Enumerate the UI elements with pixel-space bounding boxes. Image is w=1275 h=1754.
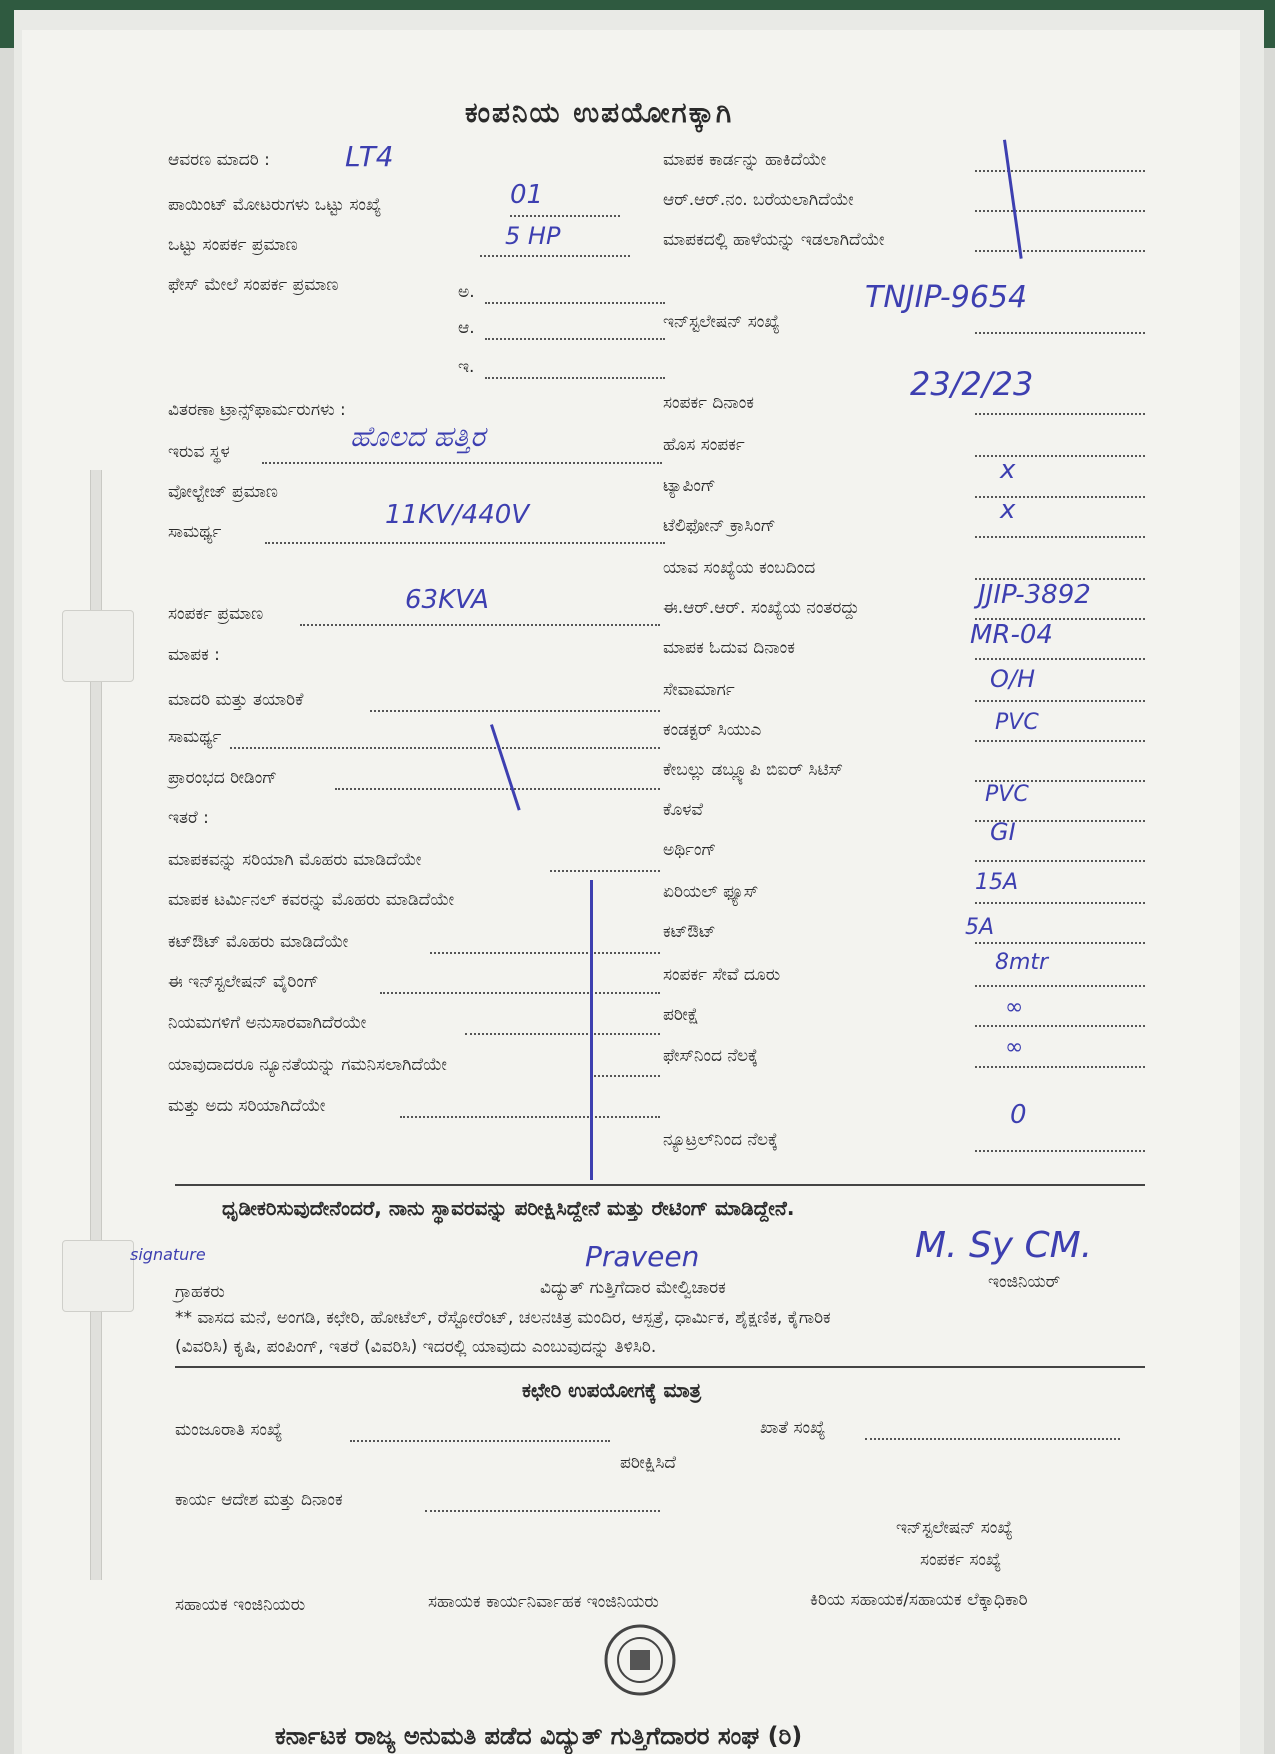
note-line-1: ** ವಾಸದ ಮನೆ, ಅಂಗಡಿ, ಕಛೇರಿ, ಹೋಟೆಲ್, ರೆಸ್ಟೋರೆಂಟ್, ಚಲನಚಿತ್ರ ಮಂದಿರ, ಆಸ್ಪತ್ರೆ, ಧಾರ್ಮಿಕ, ಶೈಕ್ಷಣಿಕ, ಕೈಗಾರಿಕ — [175, 1308, 831, 1328]
field-label: ಸಂಪರ್ಕ ಪ್ರಮಾಣ — [168, 604, 264, 624]
footer-association-name: ಕರ್ನಾಟಕ ರಾಜ್ಯ ಅನುಮತಿ ಪಡೆದ ವಿದ್ಯುತ್ ಗುತ್ತಿಗೆದಾರರ ಸಂಘ (ರಿ) — [275, 1722, 803, 1750]
field-line — [465, 1033, 660, 1035]
field-label: ಆರ್.ಆರ್.ನಂ. ಬರೆಯಲಾಗಿದೆಯೇ — [663, 190, 854, 210]
customer-signature: signature — [130, 1245, 206, 1264]
tested-label: ಪರೀಕ್ಷಿಸಿದೆ — [620, 1453, 677, 1473]
field-label: ಮತ್ತು ಅದು ಸರಿಯಾಗಿದೆಯೇ — [168, 1096, 326, 1116]
field-label: ಫೇಸ್‌ನಿಂದ ನೆಲಕ್ಕೆ — [663, 1046, 758, 1066]
field-label: ಅ. — [458, 282, 475, 302]
field-line — [485, 377, 665, 379]
field-label: ಯಾವುದಾದರೂ ನ್ಯೂನತೆಯನ್ನು ಗಮನಿಸಲಾಗಿದೆಯೇ — [168, 1055, 447, 1075]
divider-line — [175, 1184, 1145, 1186]
divider-line — [175, 1366, 1145, 1368]
field-line — [975, 250, 1145, 252]
field-line — [975, 942, 1145, 944]
engineer-label: ಇಂಜಿನಿಯರ್ — [988, 1272, 1061, 1292]
handwritten-value: 5 HP — [505, 222, 561, 250]
field-line — [975, 1150, 1145, 1152]
connection-no-label: ಸಂಪರ್ಕ ಸಂಖ್ಯೆ — [920, 1550, 1002, 1570]
field-line — [975, 700, 1145, 702]
handwritten-value: ∞ — [1005, 995, 1024, 1020]
field-line — [975, 902, 1145, 904]
field-label: ಒಟ್ಟು ಸಂಪರ್ಕ ಪ್ರಮಾಣ — [168, 235, 298, 255]
field-label: ಕಂಡಕ್ಟರ್ ಸಿಯುಎ — [663, 720, 762, 740]
field-label: ನ್ಯೂಟ್ರಲ್‌ನಿಂದ ನೆಲಕ್ಕೆ — [663, 1130, 778, 1150]
field-label: ಟ್ಯಾಪಿಂಗ್ — [663, 476, 716, 496]
asst-exec-engineer-label: ಸಹಾಯಕ ಕಾರ್ಯನಿರ್ವಾಹಕ ಇಂಜಿನಿಯರು — [428, 1592, 659, 1612]
handwritten-value: 63KVA — [405, 585, 489, 615]
supervisor-label: ವಿದ್ಯುತ್ ಗುತ್ತಿಗೆದಾರ ಮೇಲ್ವಿಚಾರಕ — [540, 1278, 726, 1298]
binder-clip — [52, 470, 140, 1580]
handwritten-value: TNJIP-9654 — [865, 280, 1028, 315]
work-order-label: ಕಾರ್ಯ ಆದೇಶ ಮತ್ತು ದಿನಾಂಕ — [175, 1490, 343, 1510]
supervisor-signature: Praveen — [585, 1240, 700, 1273]
field-line — [975, 740, 1145, 742]
asst-engineer-label: ಸಹಾಯಕ ಇಂಜಿನಿಯರು — [175, 1595, 306, 1615]
field-line — [590, 1075, 660, 1077]
field-label: ಮಾಪಕ ಕಾರ್ಡನ್ನು ಹಾಕಿದೆಯೇ — [663, 150, 827, 170]
field-line — [335, 788, 660, 790]
field-line — [975, 332, 1145, 334]
field-label: ಅರ್ಥಿಂಗ್ — [663, 840, 717, 860]
field-label: ಇನ್‌ಸ್ಟಲೇಷನ್ ಸಂಖ್ಯೆ — [663, 312, 780, 332]
handwritten-value: O/H — [990, 665, 1036, 693]
field-line — [350, 1440, 610, 1442]
field-line — [975, 1066, 1145, 1068]
installation-no-label: ಇನ್‌ಸ್ಟಲೇಷನ್ ಸಂಖ್ಯೆ — [896, 1518, 1013, 1538]
field-label: ಇ. — [458, 357, 475, 377]
field-label: ಮಾಪಕ : — [168, 645, 220, 665]
field-label: ಟೆಲಿಫೋನ್ ಕ್ರಾಸಿಂಗ್ — [663, 516, 776, 536]
field-label: ವೋಲ್ಟೇಜ್ ಪ್ರಮಾಣ — [168, 482, 278, 502]
handwritten-value: ಹೊಲದ ಹತ್ತಿರ — [350, 420, 485, 453]
field-line — [485, 302, 665, 304]
field-label: ವಿತರಣಾ ಟ್ರಾನ್ಸ್‌ಫಾರ್ಮರುಗಳು : — [168, 400, 346, 420]
field-line — [265, 542, 665, 544]
field-label: ಈ.ಆರ್.ಆರ್. ಸಂಖ್ಯೆಯ ನಂತರದ್ದು — [663, 598, 860, 618]
handwritten-value: 15A — [975, 870, 1019, 895]
field-line — [975, 170, 1145, 172]
field-line — [975, 860, 1145, 862]
field-line — [230, 747, 660, 749]
field-line — [370, 710, 660, 712]
field-label: ನಿಯಮಗಳಿಗೆ ಅನುಸಾರವಾಗಿದೆರಯೇ — [168, 1013, 367, 1033]
field-label: ಯಾವ ಸಂಖ್ಯೆಯ ಕಂಬದಿಂದ — [663, 558, 816, 578]
binder-clip-top — [62, 610, 134, 682]
binder-clip-bottom — [62, 1240, 134, 1312]
field-label: ಆವರಣ ಮಾದರಿ : — [168, 150, 270, 170]
field-line — [400, 1116, 660, 1118]
field-label: ಹೊಸ ಸಂಪರ್ಕ — [663, 435, 745, 455]
field-line — [380, 992, 660, 994]
handwritten-value: LT4 — [345, 140, 394, 173]
page-title: ಕಂಪನಿಯ ಉಪಯೋಗಕ್ಕಾಗಿ — [465, 96, 734, 129]
field-label: ಆ. — [458, 318, 475, 338]
field-label: ಮಾಪಕವನ್ನು ಸರಿಯಾಗಿ ಮೊಹರು ಮಾಡಿದೆಯೇ — [168, 850, 422, 870]
engineer-signature: M. Sy CM. — [915, 1225, 1093, 1266]
field-line — [975, 536, 1145, 538]
handwritten-value: x — [1000, 455, 1016, 485]
field-line — [425, 1510, 660, 1512]
field-label: ಪ್ರಾರಂಭದ ರೀಡಿಂಗ್ — [168, 768, 277, 788]
field-label: ಸಂಪರ್ಕ ಸೇವೆ ದೂರು — [663, 965, 781, 985]
field-line — [975, 413, 1145, 415]
field-label: ಸಾಮರ್ಥ್ಯ — [168, 727, 222, 747]
handwritten-value: JJIP-3892 — [978, 580, 1091, 610]
field-line — [262, 462, 662, 464]
field-label: ಇತರೆ : — [168, 808, 209, 828]
field-label: ಪಾಯಿಂಟ್ ಮೋಟರುಗಳು ಒಟ್ಟು ಸಂಖ್ಯೆ — [168, 195, 382, 215]
handwritten-value: 0 — [1010, 1100, 1027, 1130]
field-label: ಪರೀಕ್ಷೆ — [663, 1005, 699, 1025]
field-line — [430, 952, 660, 954]
field-label: ಈ ಇನ್‌ಸ್ಟಲೇಷನ್ ವೈರಿಂಗ್ — [168, 972, 319, 992]
field-line — [480, 255, 630, 257]
customer-label: ಗ್ರಾಹಕರು — [175, 1282, 225, 1302]
field-label: ಕಟ್‌ಔಟ್ ಮೊಹರು ಮಾಡಿದೆಯೇ — [168, 932, 349, 952]
sanction-no-label: ಮಂಜೂರಾತಿ ಸಂಖ್ಯೆ — [175, 1420, 283, 1440]
handwritten-value: GI — [990, 818, 1016, 846]
field-line — [300, 624, 660, 626]
field-label: ಕಟ್‌ಔಟ್ — [663, 922, 716, 942]
handwritten-value: ∞ — [1005, 1035, 1024, 1060]
field-label: ಕೊಳವೆ — [663, 800, 704, 820]
field-label: ಫೇಸ್ ಮೇಲೆ ಸಂಪರ್ಕ ಪ್ರಮಾಣ — [168, 275, 339, 295]
field-label: ಕೇಬಲ್ಲು ಡಬ್ಲ್ಯೂಪಿ ಬಿಐರ್ ಸಿಟಿಸ್ — [663, 760, 844, 780]
field-label: ಏರಿಯಲ್ ಫ್ಯೂಸ್ — [663, 882, 759, 902]
field-label: ಮಾದರಿ ಮತ್ತು ತಯಾರಿಕೆ — [168, 690, 304, 710]
handwritten-value: x — [1000, 495, 1016, 525]
field-label: ಸಂಪರ್ಕ ದಿನಾಂಕ — [663, 393, 754, 413]
field-line — [975, 210, 1145, 212]
field-line — [975, 1025, 1145, 1027]
field-line — [975, 658, 1145, 660]
field-label: ಸೇವಾಮಾರ್ಗ — [663, 680, 735, 700]
field-line — [865, 1438, 1120, 1440]
field-line — [975, 985, 1145, 987]
field-label: ಮಾಪಕದಲ್ಲಿ ಹಾಳೆಯನ್ನು ಇಡಲಾಗಿದೆಯೇ — [663, 230, 885, 250]
handwritten-value: PVC — [995, 710, 1039, 735]
note-line-2: (ವಿವರಿಸಿ) ಕೃಷಿ, ಪಂಪಿಂಗ್, ಇತರೆ (ವಿವರಿಸಿ) ಇದರಲ್ಲಿ ಯಾವುದು ಎಂಬುವುದನ್ನು ತಿಳಿಸಿರಿ. — [175, 1337, 657, 1357]
field-label: ಇರುವ ಸ್ಥಳ — [168, 442, 230, 462]
handwritten-value: PVC — [985, 782, 1029, 807]
bracket-line — [590, 880, 593, 1180]
office-use-title: ಕಛೇರಿ ಉಪಯೋಗಕ್ಕೆ ಮಾತ್ರ — [522, 1378, 702, 1402]
field-label: ಮಾಪಕ ಟರ್ಮಿನಲ್ ಕವರನ್ನು ಮೊಹರು ಮಾಡಿದೆಯೇ — [168, 890, 455, 910]
field-label: ಮಾಪಕ ಓದುವ ದಿನಾಂಕ — [663, 638, 795, 658]
account-no-label: ಖಾತೆ ಸಂಖ್ಯೆ — [760, 1418, 826, 1438]
field-line — [485, 338, 665, 340]
junior-asst-label: ಕಿರಿಯ ಸಹಾಯಕ/ಸಹಾಯಕ ಲೆಕ್ಕಾಧಿಕಾರಿ — [810, 1590, 1028, 1610]
field-line — [510, 215, 620, 217]
declaration-text: ಧೃಡೀಕರಿಸುವುದೇನೆಂದರೆ, ನಾನು ಸ್ಥಾವರವನ್ನು ಪರೀಕ್ಷಿಸಿದ್ದೇನೆ ಮತ್ತು ರೇಟಿಂಗ್ ಮಾಡಿದ್ದೇನೆ. — [222, 1196, 795, 1220]
handwritten-value: 5A — [965, 915, 995, 940]
association-seal-logo — [600, 1620, 680, 1700]
handwritten-value: 23/2/23 — [910, 365, 1034, 403]
field-line — [550, 870, 660, 872]
handwritten-value: 01 — [510, 180, 544, 210]
handwritten-value: 8mtr — [995, 950, 1049, 975]
handwritten-value: 11KV/440V — [385, 500, 530, 530]
field-label: ಸಾಮರ್ಥ್ಯ — [168, 522, 222, 542]
handwritten-value: MR-04 — [970, 620, 1053, 650]
